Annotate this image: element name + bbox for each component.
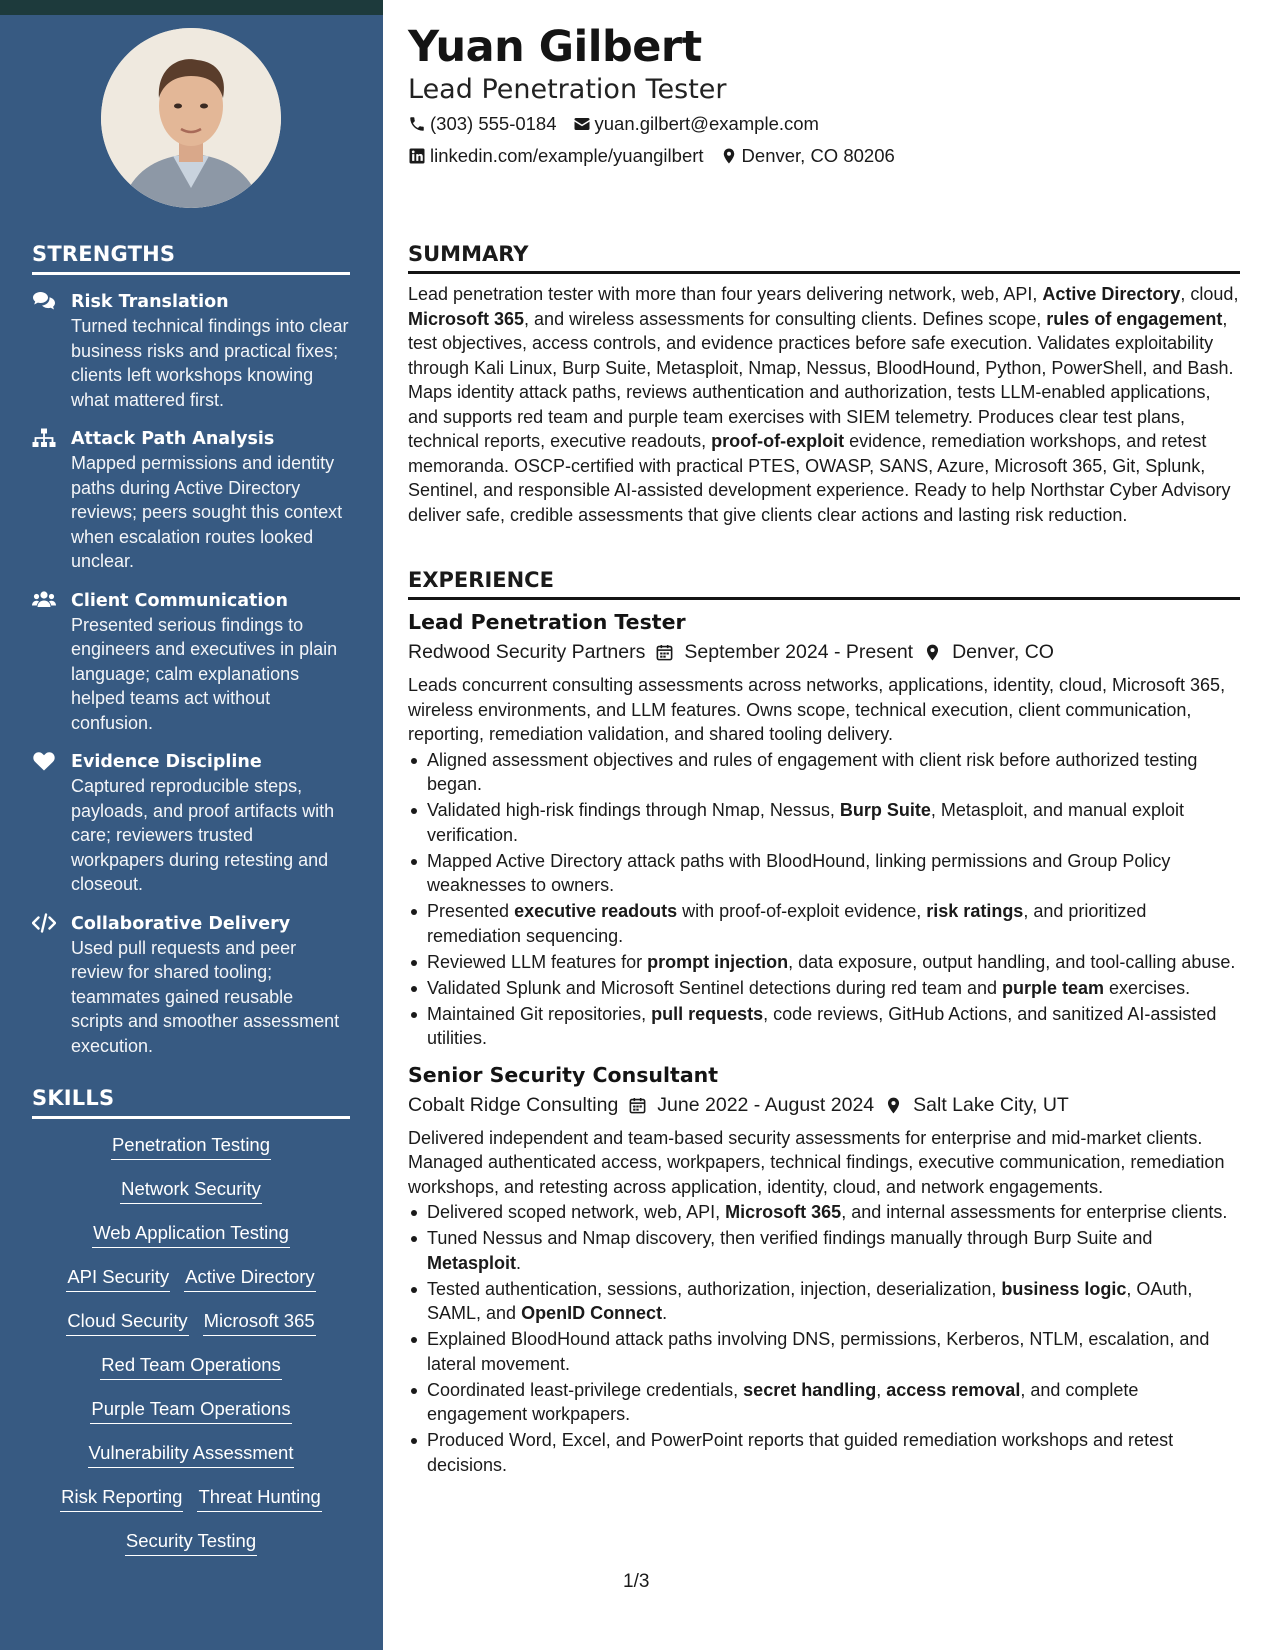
skill-row (32, 1133, 350, 1160)
skill-tag: Cloud Security (66, 1309, 188, 1336)
contact-row-2 (408, 145, 895, 167)
text-segment: Produced Word, Excel, and PowerPoint reports that guided remediation workshops and retest decisions. (427, 1430, 1174, 1475)
strength-item (32, 427, 350, 574)
bold-text: proof-of-exploit (711, 431, 845, 451)
strength-description: Mapped permissions and identity paths during Active Directory reviews; peers sought this context when escalation routes looked unclear. (71, 453, 343, 571)
bold-text: Microsoft 365 (725, 1202, 842, 1222)
candidate-name: Yuan Gilbert (408, 22, 702, 72)
skill-row (32, 1309, 350, 1336)
list-item (408, 1002, 1240, 1051)
list-item (408, 849, 1240, 898)
strength-description: Captured reproducible steps, payloads, and proof artifacts with care; reviewers trusted workpapers during retesting and closeout. (71, 776, 335, 894)
bold-text: secret handling (743, 1379, 877, 1400)
experience-heading: EXPERIENCE (408, 568, 1240, 600)
text-segment: Maintained Git repositories, (427, 1003, 652, 1024)
summary-heading: SUMMARY (408, 242, 1240, 274)
strengths-section (32, 242, 350, 1058)
job-bullets (408, 1200, 1240, 1477)
text-segment: Reviewed LLM features for (427, 951, 648, 972)
text-segment: Delivered scoped network, web, API, (427, 1202, 726, 1222)
text-segment: . (662, 1303, 668, 1323)
phone-text: (303) 555-0184 (430, 113, 557, 134)
text-segment: , and internal assessments for enterprise clients. (841, 1202, 1228, 1222)
strengths-list (32, 290, 350, 1058)
skill-tag: Network Security (120, 1177, 262, 1204)
code-icon (32, 913, 56, 933)
location-contact (720, 145, 895, 167)
text-segment: . (516, 1252, 522, 1273)
text-segment: , and prioritized remediation sequencing. (427, 901, 1147, 946)
text-segment: Explained BloodHound attack paths involving DNS, permissions, Kerberos, NTLM, escalation, and lateral movement. (427, 1329, 1210, 1374)
job-meta (408, 1094, 1240, 1117)
map-pin-icon (923, 643, 942, 662)
skill-row (32, 1529, 350, 1556)
job-intro: Delivered independent and team-based security assessments for enterprise and mid-market clients. Managed authenticated access, workpapers, technical findings, executive communication, remediation workshops, and retesting across application, identity, cloud, and network engagements. (408, 1127, 1225, 1197)
text-segment: , OAuth, SAML, and (427, 1278, 1193, 1323)
text-segment: Tested authentication, sessions, authorization, injection, deserialization, (427, 1278, 1002, 1299)
job-location (884, 1094, 1069, 1117)
bold-text: pull requests (651, 1003, 764, 1024)
linkedin-text: linkedin.com/example/yuangilbert (430, 145, 704, 166)
job-entry (408, 610, 1240, 1051)
list-item (408, 748, 1240, 797)
summary-section (408, 242, 1240, 527)
job-location (923, 641, 1054, 664)
phone-icon (408, 115, 426, 133)
bold-text: access removal (886, 1379, 1021, 1400)
job-meta (408, 641, 1240, 664)
skills-list (32, 1133, 350, 1556)
strength-description: Presented serious findings to engineers and executives in plain language; calm explanations helped teams act without confusion. (71, 614, 338, 733)
job-dates-text: June 2022 - August 2024 (657, 1093, 875, 1116)
text-segment: , data exposure, output handling, and tool-calling abuse. (788, 951, 1236, 972)
text-segment: Presented (427, 901, 515, 921)
job-location-text: Salt Lake City, UT (913, 1093, 1069, 1116)
strength-item (32, 750, 350, 897)
text-segment: , and complete engagement workpapers. (427, 1379, 1139, 1424)
text-segment: , and wireless assessments for consulting clients. Defines scope, (524, 308, 1047, 329)
email-text: yuan.gilbert@example.com (594, 113, 819, 134)
strength-description: Used pull requests and peer review for shared tooling; teammates gained reusable scripts and smoother assessment execution. (71, 937, 340, 1056)
text-segment: Aligned assessment objectives and rules of engagement with client risk before authorized testing began. (427, 749, 1198, 794)
sidebar (0, 0, 383, 1650)
bold-text: purple team (1002, 977, 1105, 998)
list-item (408, 950, 1240, 975)
text-segment: Validated high-risk findings through Nmap, Nessus, (427, 800, 840, 820)
bold-text: Microsoft 365 (408, 308, 525, 329)
list-item (408, 899, 1240, 948)
strengths-heading: STRENGTHS (32, 242, 350, 275)
strength-item (32, 589, 350, 736)
skill-tag: Red Team Operations (100, 1353, 282, 1380)
comments-icon (32, 291, 56, 311)
experience-section (408, 568, 1240, 1479)
strength-item (32, 912, 350, 1059)
list-item (408, 798, 1240, 847)
skill-tag: Security Testing (125, 1529, 257, 1556)
strength-title: Client Communication (71, 590, 288, 611)
job-dates (655, 641, 913, 664)
text-segment: Tuned Nessus and Nmap discovery, then verified findings manually through Burp Suite and (427, 1228, 1153, 1248)
text-segment: Mapped Active Directory attack paths with BloodHound, linking permissions and Group Policy weaknesses to owners. (427, 850, 1171, 895)
text-segment: , cloud, (1180, 284, 1239, 304)
summary-text (408, 282, 1240, 527)
job-company: Cobalt Ridge Consulting (408, 1093, 619, 1116)
bold-text: Burp Suite (839, 800, 931, 820)
skill-row (32, 1353, 350, 1380)
email-contact[interactable] (573, 113, 819, 135)
skill-tag: Purple Team Operations (90, 1397, 291, 1424)
skill-tag: Web Application Testing (92, 1221, 290, 1248)
job-dates (628, 1094, 874, 1117)
users-icon (32, 590, 56, 610)
linkedin-icon (408, 147, 426, 165)
sidebar-top-band (0, 0, 383, 15)
skill-tag: Active Directory (184, 1265, 316, 1292)
job-intro: Leads concurrent consulting assessments across networks, applications, identity, cloud, Microsoft 365, wireless environments, and LLM features. Owns scope, technical execution, client communication, reporting, remediation validation, and shared tooling delivery. (408, 675, 1226, 744)
phone-contact[interactable] (408, 113, 557, 135)
skills-section (32, 1086, 350, 1573)
skill-row (32, 1485, 350, 1512)
text-segment: Lead penetration tester with more than four years delivering network, web, API, (408, 284, 1043, 304)
bold-text: risk ratings (926, 901, 1024, 921)
skill-row (32, 1441, 350, 1468)
job-entry (408, 1063, 1240, 1478)
list-item (408, 1378, 1240, 1427)
strength-item (32, 290, 350, 412)
strength-title: Attack Path Analysis (71, 429, 275, 449)
text-segment: with proof-of-exploit evidence, (677, 901, 927, 921)
text-segment: exercises. (1104, 977, 1191, 998)
profile-portrait (101, 28, 281, 208)
skill-tag: Vulnerability Assessment (88, 1441, 295, 1468)
skill-tag: Risk Reporting (60, 1485, 183, 1512)
list-item (408, 1277, 1240, 1326)
bold-text: Active Directory (1042, 284, 1181, 304)
bold-text: executive readouts (514, 901, 678, 921)
skill-row (32, 1265, 350, 1292)
map-pin-icon (884, 1096, 903, 1115)
text-segment: , (876, 1379, 887, 1400)
skill-row (32, 1177, 350, 1204)
list-item (408, 1226, 1240, 1275)
heart-icon (32, 751, 56, 771)
job-company: Redwood Security Partners (408, 641, 646, 663)
strength-title: Risk Translation (71, 292, 229, 312)
text-segment: , Metasploit, and manual exploit verification. (427, 800, 1185, 845)
job-dates-text: September 2024 - Present (684, 641, 914, 663)
skill-tag: Microsoft 365 (203, 1309, 316, 1336)
list-item (408, 1327, 1240, 1376)
text-segment: Coordinated least-privilege credentials, (427, 1379, 744, 1400)
skill-tag: Threat Hunting (197, 1485, 321, 1512)
job-title: Lead Penetration Tester (408, 610, 686, 634)
skill-row (32, 1397, 350, 1424)
sitemap-icon (32, 428, 56, 448)
envelope-icon (573, 115, 591, 133)
job-location-text: Denver, CO (952, 641, 1054, 663)
bold-text: prompt injection (647, 951, 789, 972)
job-title: Senior Security Consultant (408, 1062, 719, 1087)
linkedin-contact[interactable] (408, 145, 704, 167)
jobs-list (408, 610, 1240, 1477)
strength-title: Collaborative Delivery (71, 913, 291, 934)
skill-tag: API Security (66, 1265, 170, 1292)
calendar-icon (628, 1096, 647, 1115)
job-bullets (408, 748, 1240, 1051)
bold-text: Metasploit (427, 1252, 517, 1273)
skills-heading: SKILLS (32, 1086, 350, 1119)
text-segment: , code reviews, GitHub Actions, and sanitized AI-assisted utilities. (427, 1003, 1217, 1048)
text-segment: , test objectives, access controls, and evidence practices before safe execution. Validates exploitability through Kali Linux, Burp Suite, Metasploit, Nmap, Nessus, BloodHound, Python, PowerShell, and Bash. Maps identity attack paths, reviews authentication and authorization, tests LLM-enabled applications, and supports red team and purple team exercises with SIEM telemetry. Produces clear test plans, technical reports, executive readouts, (408, 308, 1234, 451)
location-text: Denver, CO 80206 (741, 145, 895, 166)
bold-text: OpenID Connect (521, 1303, 663, 1323)
strength-title: Evidence Discipline (71, 752, 262, 772)
map-pin-icon (720, 147, 738, 165)
strength-description: Turned technical findings into clear business risks and practical fixes; clients left workshops knowing what mattered first. (71, 316, 349, 410)
list-item (408, 1428, 1240, 1477)
list-item (408, 1200, 1240, 1225)
profile-photo (101, 28, 281, 208)
skill-row (32, 1221, 350, 1248)
page-number: 1/3 (623, 1571, 650, 1592)
text-segment: evidence, remediation workshops, and retest memoranda. OSCP-certified with practical PTES, OWASP, SANS, Azure, Microsoft 365, Git, Splunk, Sentinel, and responsible AI-assisted development experience. Ready to help Northstar Cyber Advisory deliver safe, credible assessments that give clients clear actions and lasting risk reduction. (408, 431, 1231, 525)
list-item (408, 976, 1240, 1001)
bold-text: rules of engagement (1046, 308, 1223, 329)
candidate-role: Lead Penetration Tester (408, 74, 727, 105)
text-segment: Validated Splunk and Microsoft Sentinel detections during red team and (427, 977, 1003, 998)
bold-text: business logic (1001, 1278, 1127, 1299)
contact-row-1 (408, 113, 819, 135)
skill-tag: Penetration Testing (111, 1133, 271, 1160)
calendar-icon (655, 643, 674, 662)
